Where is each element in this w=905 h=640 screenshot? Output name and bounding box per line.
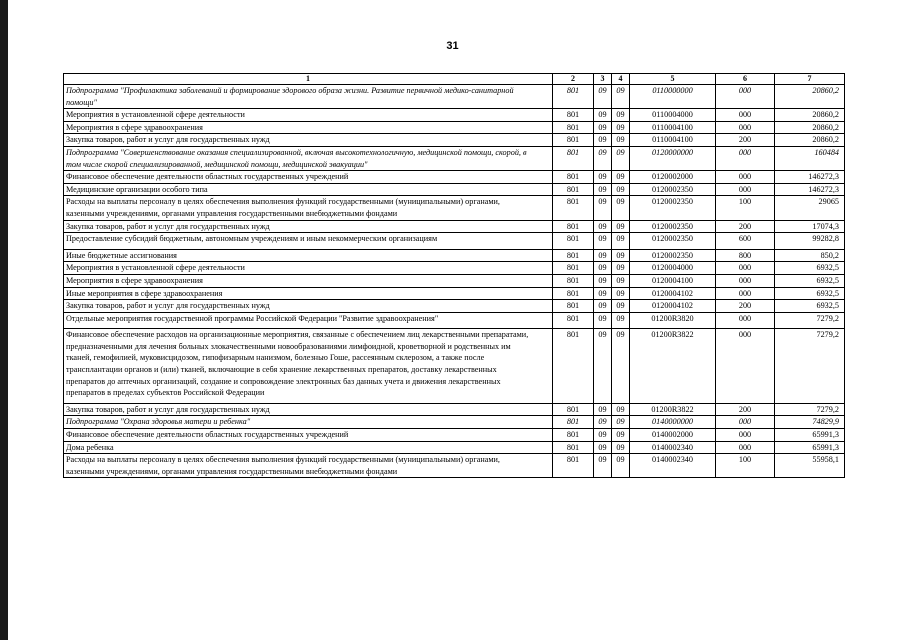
table-row xyxy=(64,233,845,250)
header-cell: 4 xyxy=(612,74,630,85)
row-type-cell: 200 xyxy=(716,403,775,416)
row-name-cell: Мероприятия в установленной сфере деятельности xyxy=(64,109,553,122)
row-section-cell: 09 xyxy=(594,329,612,404)
row-code-cell: 801 xyxy=(553,196,594,220)
header-cell: 5 xyxy=(630,74,716,85)
row-section-cell: 09 xyxy=(594,429,612,442)
row-section-cell: 09 xyxy=(594,196,612,220)
row-type-cell: 000 xyxy=(716,183,775,196)
row-name-cell: Закупка товаров, работ и услуг для государственных нужд xyxy=(64,134,553,147)
row-name-cell: Медицинские организации особого типа xyxy=(64,183,553,196)
row-name-cell: Финансовое обеспечение деятельности областных государственных учреждений xyxy=(64,171,553,184)
table-row xyxy=(64,171,845,184)
table-row xyxy=(64,312,845,329)
row-subsection-cell: 09 xyxy=(612,146,630,170)
row-subsection-cell: 09 xyxy=(612,85,630,109)
row-target-cell: 0120002350 xyxy=(630,233,716,250)
row-target-cell: 0120004102 xyxy=(630,300,716,313)
row-target-cell: 0110000000 xyxy=(630,85,716,109)
header-row xyxy=(64,74,845,85)
row-amount-cell: 65991,3 xyxy=(775,441,845,454)
row-code-cell: 801 xyxy=(553,429,594,442)
row-target-cell: 0110004100 xyxy=(630,134,716,147)
row-code-cell: 801 xyxy=(553,121,594,134)
table-row xyxy=(64,109,845,122)
row-code-cell: 801 xyxy=(553,171,594,184)
row-type-cell: 200 xyxy=(716,300,775,313)
row-target-cell: 01200R3820 xyxy=(630,312,716,329)
row-amount-cell: 6932,5 xyxy=(775,262,845,275)
row-name-cell: Мероприятия в сфере здравоохранения xyxy=(64,121,553,134)
table-row xyxy=(64,262,845,275)
budget-table xyxy=(63,73,845,478)
header-cell: 1 xyxy=(64,74,553,85)
row-type-cell: 200 xyxy=(716,134,775,147)
row-type-cell: 600 xyxy=(716,233,775,250)
row-code-cell: 801 xyxy=(553,233,594,250)
row-name-cell: Закупка товаров, работ и услуг для государственных нужд xyxy=(64,220,553,233)
row-name-cell: Финансовое обеспечение расходов на организационные мероприятия, связанные с обеспечением лиц лекарственными препаратами, предназначенными для лечения больных злокачественными новообразованиями лимфоидной, кроветворной и родственных им тканей, гемофилией, муковисцидозом, гипофизарным нанизмом, болезнью Гоше, рассеянным склерозом, а также после трансплантации органов и (или) тканей, включающие в себя хранение лекарственных препаратов, доставку лекарственных препаратов до аптечных организаций, создание и сопровождение электронных баз данных учета и движения лекарственных препаратов в пределах субъектов Российской Федерации xyxy=(64,329,553,404)
table-row xyxy=(64,146,845,170)
table-row xyxy=(64,441,845,454)
row-code-cell: 801 xyxy=(553,109,594,122)
row-name-cell: Расходы на выплаты персоналу в целях обеспечения выполнения функций государственными (муниципальными) органами, казенными учреждениями, органами управления государственными внебюджетными фондами xyxy=(64,454,553,478)
row-type-cell: 000 xyxy=(716,146,775,170)
table-row xyxy=(64,249,845,262)
table-row xyxy=(64,85,845,109)
row-section-cell: 09 xyxy=(594,287,612,300)
row-name-cell: Мероприятия в установленной сфере деятельности xyxy=(64,262,553,275)
table-row xyxy=(64,134,845,147)
row-section-cell: 09 xyxy=(594,109,612,122)
row-subsection-cell: 09 xyxy=(612,287,630,300)
row-name-cell: Подпрограмма "Совершенствование оказания специализированной, включая высокотехнологичную, медицинской помощи, скорой, в том числе скорой специализированной, медицинской помощи, медицинской эвакуации" xyxy=(64,146,553,170)
row-section-cell: 09 xyxy=(594,121,612,134)
row-subsection-cell: 09 xyxy=(612,233,630,250)
row-amount-cell: 55958,1 xyxy=(775,454,845,478)
row-target-cell: 0120002350 xyxy=(630,249,716,262)
row-name-cell: Расходы на выплаты персоналу в целях обеспечения выполнения функций государственными (муниципальными) органами, казенными учреждениями, органами управления государственными внебюджетными фондами xyxy=(64,196,553,220)
row-name-cell: Подпрограмма "Профилактика заболеваний и формирование здорового образа жизни. Развитие первичной медико-санитарной помощи" xyxy=(64,85,553,109)
row-section-cell: 09 xyxy=(594,220,612,233)
row-subsection-cell: 09 xyxy=(612,196,630,220)
row-target-cell: 01200R3822 xyxy=(630,329,716,404)
row-name-cell: Иные мероприятия в сфере здравоохранения xyxy=(64,287,553,300)
row-subsection-cell: 09 xyxy=(612,312,630,329)
row-name-cell: Предоставление субсидий бюджетным, автономным учреждениям и иным некоммерческим организациям xyxy=(64,233,553,250)
row-amount-cell: 146272,3 xyxy=(775,183,845,196)
table-row xyxy=(64,183,845,196)
row-target-cell: 0120002350 xyxy=(630,196,716,220)
row-type-cell: 000 xyxy=(716,121,775,134)
row-amount-cell: 99282,8 xyxy=(775,233,845,250)
row-section-cell: 09 xyxy=(594,134,612,147)
row-section-cell: 09 xyxy=(594,441,612,454)
row-subsection-cell: 09 xyxy=(612,300,630,313)
row-amount-cell: 160484 xyxy=(775,146,845,170)
row-code-cell: 801 xyxy=(553,329,594,404)
row-name-cell: Финансовое обеспечение деятельности областных государственных учреждений xyxy=(64,429,553,442)
row-code-cell: 801 xyxy=(553,274,594,287)
row-subsection-cell: 09 xyxy=(612,329,630,404)
row-amount-cell: 6932,5 xyxy=(775,287,845,300)
row-type-cell: 000 xyxy=(716,262,775,275)
row-subsection-cell: 09 xyxy=(612,134,630,147)
row-target-cell: 01200R3822 xyxy=(630,403,716,416)
row-subsection-cell: 09 xyxy=(612,454,630,478)
row-section-cell: 09 xyxy=(594,183,612,196)
row-target-cell: 0120004100 xyxy=(630,274,716,287)
row-code-cell: 801 xyxy=(553,183,594,196)
row-name-cell: Подпрограмма "Охрана здоровья матери и ребенка" xyxy=(64,416,553,429)
scan-edge xyxy=(0,0,8,640)
header-cell: 7 xyxy=(775,74,845,85)
row-amount-cell: 6932,5 xyxy=(775,274,845,287)
table-row xyxy=(64,329,845,404)
row-type-cell: 000 xyxy=(716,329,775,404)
row-type-cell: 000 xyxy=(716,416,775,429)
row-type-cell: 800 xyxy=(716,249,775,262)
row-type-cell: 000 xyxy=(716,429,775,442)
row-subsection-cell: 09 xyxy=(612,121,630,134)
row-target-cell: 0140002340 xyxy=(630,454,716,478)
table-row xyxy=(64,403,845,416)
row-amount-cell: 7279,2 xyxy=(775,312,845,329)
row-subsection-cell: 09 xyxy=(612,262,630,275)
row-subsection-cell: 09 xyxy=(612,429,630,442)
table-row xyxy=(64,196,845,220)
row-type-cell: 000 xyxy=(716,171,775,184)
row-target-cell: 0120002350 xyxy=(630,220,716,233)
row-code-cell: 801 xyxy=(553,220,594,233)
header-cell: 3 xyxy=(594,74,612,85)
row-subsection-cell: 09 xyxy=(612,416,630,429)
row-code-cell: 801 xyxy=(553,146,594,170)
table-row xyxy=(64,220,845,233)
row-section-cell: 09 xyxy=(594,274,612,287)
row-target-cell: 0120000000 xyxy=(630,146,716,170)
row-target-cell: 0120004000 xyxy=(630,262,716,275)
row-name-cell: Иные бюджетные ассигнования xyxy=(64,249,553,262)
row-section-cell: 09 xyxy=(594,171,612,184)
row-code-cell: 801 xyxy=(553,312,594,329)
row-target-cell: 0120002000 xyxy=(630,171,716,184)
row-type-cell: 100 xyxy=(716,454,775,478)
row-subsection-cell: 09 xyxy=(612,183,630,196)
row-name-cell: Отдельные мероприятия государственной программы Российской Федерации "Развитие здравоохранения" xyxy=(64,312,553,329)
row-type-cell: 000 xyxy=(716,312,775,329)
row-amount-cell: 146272,3 xyxy=(775,171,845,184)
row-amount-cell: 850,2 xyxy=(775,249,845,262)
row-section-cell: 09 xyxy=(594,85,612,109)
row-amount-cell: 20860,2 xyxy=(775,121,845,134)
row-target-cell: 0120004102 xyxy=(630,287,716,300)
row-section-cell: 09 xyxy=(594,416,612,429)
row-code-cell: 801 xyxy=(553,262,594,275)
row-target-cell: 0140002340 xyxy=(630,441,716,454)
row-type-cell: 000 xyxy=(716,274,775,287)
row-code-cell: 801 xyxy=(553,287,594,300)
row-section-cell: 09 xyxy=(594,312,612,329)
row-subsection-cell: 09 xyxy=(612,220,630,233)
row-section-cell: 09 xyxy=(594,146,612,170)
row-subsection-cell: 09 xyxy=(612,403,630,416)
table-row xyxy=(64,274,845,287)
row-code-cell: 801 xyxy=(553,416,594,429)
row-section-cell: 09 xyxy=(594,233,612,250)
table-row xyxy=(64,416,845,429)
row-subsection-cell: 09 xyxy=(612,274,630,287)
row-type-cell: 000 xyxy=(716,85,775,109)
row-amount-cell: 20860,2 xyxy=(775,109,845,122)
page-number: 31 xyxy=(446,40,459,52)
row-section-cell: 09 xyxy=(594,403,612,416)
row-code-cell: 801 xyxy=(553,85,594,109)
row-subsection-cell: 09 xyxy=(612,171,630,184)
row-subsection-cell: 09 xyxy=(612,249,630,262)
row-section-cell: 09 xyxy=(594,454,612,478)
row-code-cell: 801 xyxy=(553,134,594,147)
table-row xyxy=(64,429,845,442)
row-type-cell: 200 xyxy=(716,220,775,233)
row-amount-cell: 65991,3 xyxy=(775,429,845,442)
row-type-cell: 000 xyxy=(716,441,775,454)
row-code-cell: 801 xyxy=(553,403,594,416)
row-target-cell: 0120002350 xyxy=(630,183,716,196)
row-code-cell: 801 xyxy=(553,300,594,313)
row-amount-cell: 7279,2 xyxy=(775,403,845,416)
row-target-cell: 0140000000 xyxy=(630,416,716,429)
header-cell: 6 xyxy=(716,74,775,85)
row-name-cell: Закупка товаров, работ и услуг для государственных нужд xyxy=(64,403,553,416)
row-amount-cell: 17074,3 xyxy=(775,220,845,233)
row-amount-cell: 20860,2 xyxy=(775,85,845,109)
row-code-cell: 801 xyxy=(553,441,594,454)
row-section-cell: 09 xyxy=(594,300,612,313)
table-row xyxy=(64,121,845,134)
row-code-cell: 801 xyxy=(553,454,594,478)
row-amount-cell: 20860,2 xyxy=(775,134,845,147)
row-section-cell: 09 xyxy=(594,262,612,275)
row-subsection-cell: 09 xyxy=(612,109,630,122)
row-amount-cell: 6932,5 xyxy=(775,300,845,313)
row-name-cell: Дома ребенка xyxy=(64,441,553,454)
row-type-cell: 000 xyxy=(716,287,775,300)
row-section-cell: 09 xyxy=(594,249,612,262)
row-target-cell: 0140002000 xyxy=(630,429,716,442)
row-type-cell: 100 xyxy=(716,196,775,220)
row-name-cell: Закупка товаров, работ и услуг для государственных нужд xyxy=(64,300,553,313)
row-amount-cell: 74829,9 xyxy=(775,416,845,429)
table-row xyxy=(64,300,845,313)
row-name-cell: Мероприятия в сфере здравоохранения xyxy=(64,274,553,287)
row-subsection-cell: 09 xyxy=(612,441,630,454)
row-target-cell: 0110004100 xyxy=(630,121,716,134)
table-row xyxy=(64,454,845,478)
row-code-cell: 801 xyxy=(553,249,594,262)
row-amount-cell: 7279,2 xyxy=(775,329,845,404)
row-amount-cell: 29065 xyxy=(775,196,845,220)
row-target-cell: 0110004000 xyxy=(630,109,716,122)
table-row xyxy=(64,287,845,300)
header-cell: 2 xyxy=(553,74,594,85)
row-type-cell: 000 xyxy=(716,109,775,122)
